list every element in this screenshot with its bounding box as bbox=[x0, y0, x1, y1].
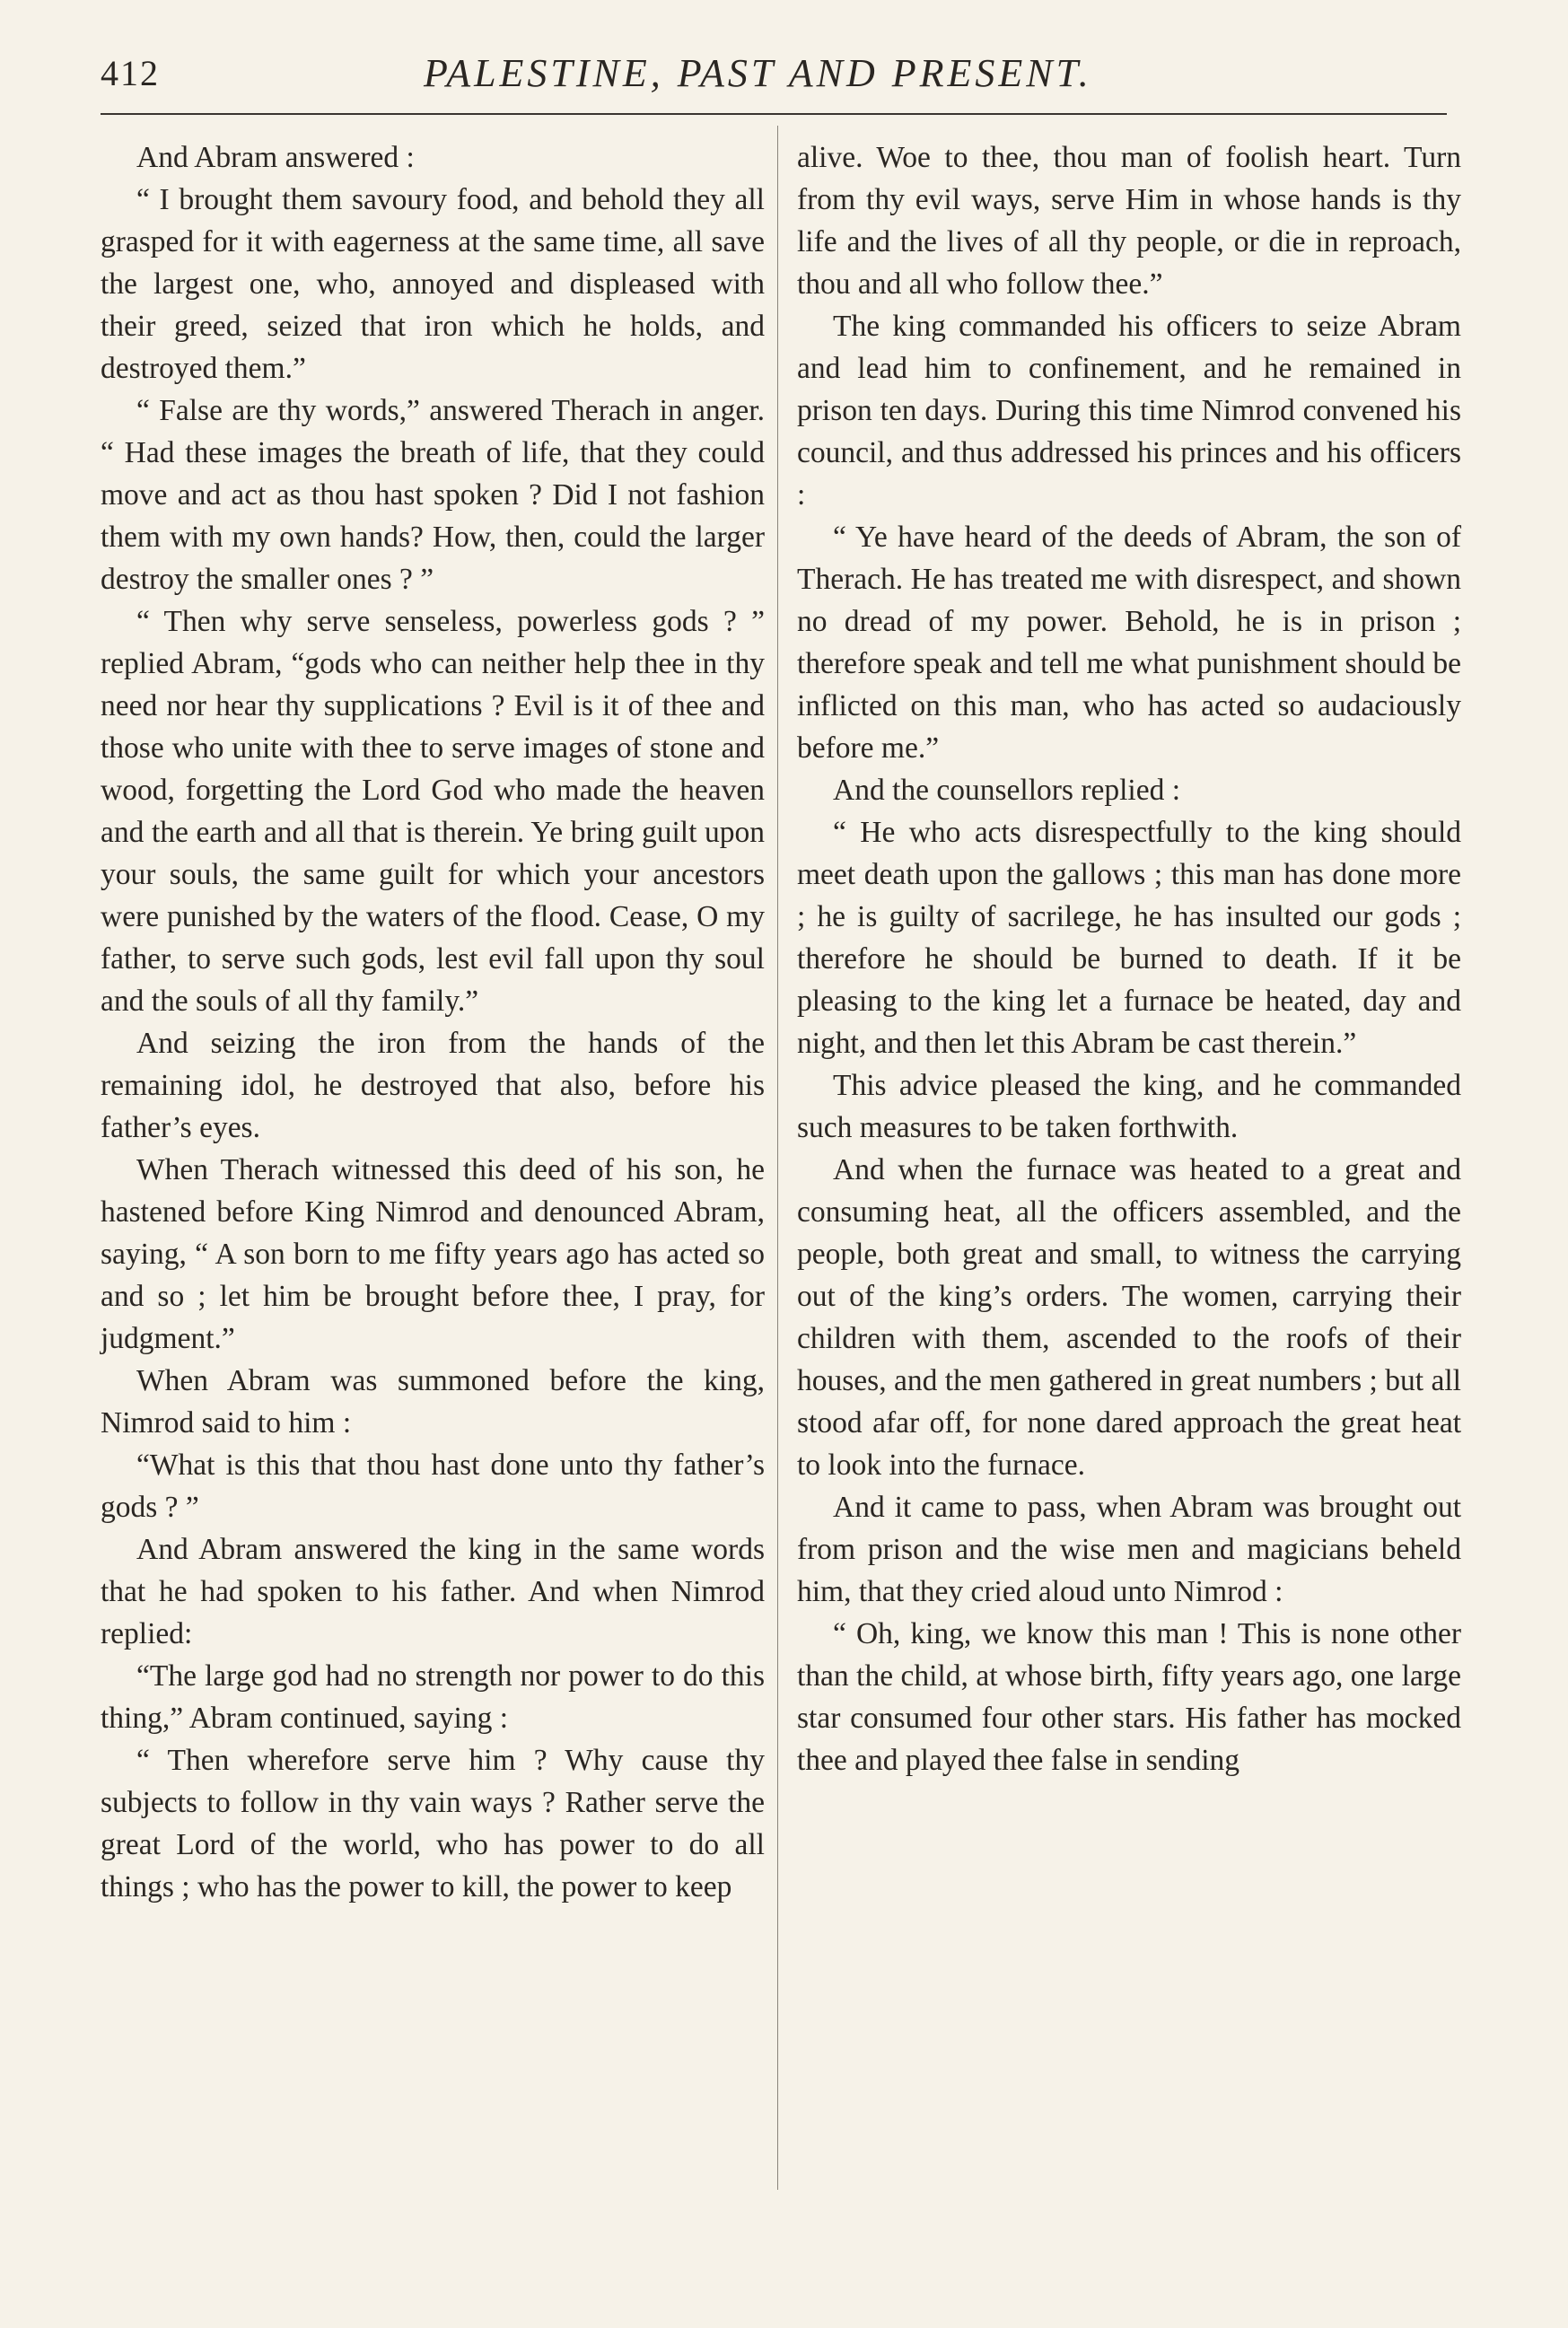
right-column bbox=[797, 136, 1461, 1781]
page-header bbox=[101, 52, 1447, 133]
paragraph: The king commanded his officers to seize Abram and lead him to confinement, and he remained in prison ten days. During this time Nimrod convened his council, and thus addressed his princes and his officers : bbox=[797, 310, 1461, 512]
paragraph: “ Ye have heard of the deeds of Abram, the son of Therach. He has treated me with disrespect, and shown no dread of my power. Behold, he is in prison ; therefore speak and tell me what punishment should be inflicted on this man, who has acted so audaciously before me.” bbox=[797, 521, 1461, 765]
paragraph: “ Then wherefore serve him ? Why cause thy subjects to follow in thy vain ways ? Rather serve the great Lord of the world, who has power to do all things ; who has the power to kill, the power to keep bbox=[101, 1744, 765, 1904]
paragraph: “ He who acts disrespectfully to the king should meet death upon the gallows ; this man has done more ; he is guilty of sacrilege, he has insulted our gods ; therefore he should be burned to death. If it be pleasing to the king let a furnace be heated, day and night, and then let this Abram be cast therein.” bbox=[797, 816, 1461, 1060]
running-title: PALESTINE, PAST AND PRESENT. bbox=[424, 51, 1092, 95]
paragraph: When Therach witnessed this deed of his son, he hastened before King Nimrod and denounced Abram, saying, “ A son born to me fifty years ago has acted so and so ; let him be brought before thee, I pray, for judgment.” bbox=[101, 1153, 765, 1355]
paragraph: And when the furnace was heated to a great and consuming heat, all the officers assembled, and the people, both great and small, to witness the carrying out of the king’s orders. The women, carrying their children with them, ascended to the roofs of their houses, and the men gathered in great numbers ; but all stood afar off, for none dared approach the great heat to look into the furnace. bbox=[797, 1153, 1461, 1482]
column-divider bbox=[777, 126, 778, 2190]
header-rule bbox=[101, 113, 1447, 115]
paragraph: And it came to pass, when Abram was brought out from prison and the wise men and magicians beheld him, that they cried aloud unto Nimrod : bbox=[797, 1491, 1461, 1608]
paragraph: And Abram answered : bbox=[136, 141, 415, 174]
paragraph: This advice pleased the king, and he commanded such measures to be taken forthwith. bbox=[797, 1069, 1461, 1144]
paragraph: When Abram was summoned before the king, Nimrod said to him : bbox=[101, 1364, 765, 1440]
paragraph: “What is this that thou hast done unto thy father’s gods ? ” bbox=[101, 1448, 765, 1524]
paragraph: And Abram answered the king in the same words that he had spoken to his father. And when Nimrod replied: bbox=[101, 1533, 765, 1650]
paragraph: “The large god had no strength nor power to do this thing,” Abram continued, saying : bbox=[101, 1659, 765, 1735]
paragraph: “ Then why serve senseless, powerless gods ? ” replied Abram, “gods who can neither help thee in thy need nor hear thy supplications ? Evil is it of thee and those who unite with thee to serve images of stone and wood, forgetting the Lord God who made the heaven and the earth and all that is therein. Ye bring guilt upon your souls, the same guilt for which your ancestors were punished by the waters of the flood. Cease, O my father, to serve such gods, lest evil fall upon thy soul and the souls of all thy family.” bbox=[101, 605, 765, 1018]
paragraph: “ I brought them savoury food, and behold they all grasped for it with eagerness at the same time, all save the largest one, who, annoyed and displeased with their greed, seized that iron which he holds, and destroyed them.” bbox=[101, 183, 765, 385]
paragraph: And the counsellors replied : bbox=[833, 774, 1181, 807]
left-column bbox=[101, 136, 765, 1908]
paragraph: “ False are thy words,” answered Therach in anger. “ Had these images the breath of life, that they could move and act as thou hast spoken ? Did I not fashion them with my own hands? How, then, could the larger destroy the smaller ones ? ” bbox=[101, 394, 765, 596]
page-number: 412 bbox=[101, 53, 160, 93]
paragraph: And seizing the iron from the hands of the remaining idol, he destroyed that also, before his father’s eyes. bbox=[101, 1027, 765, 1144]
paragraph-continued: alive. Woe to thee, thou man of foolish heart. Turn from thy evil ways, serve Him in whose hands is thy life and the lives of all thy people, or die in reproach, thou and all who follow thee.” bbox=[797, 141, 1461, 301]
paragraph: “ Oh, king, we know this man ! This is none other than the child, at whose birth, fifty years ago, one large star consumed four other stars. His father has mocked thee and played thee false in sending bbox=[797, 1617, 1461, 1777]
